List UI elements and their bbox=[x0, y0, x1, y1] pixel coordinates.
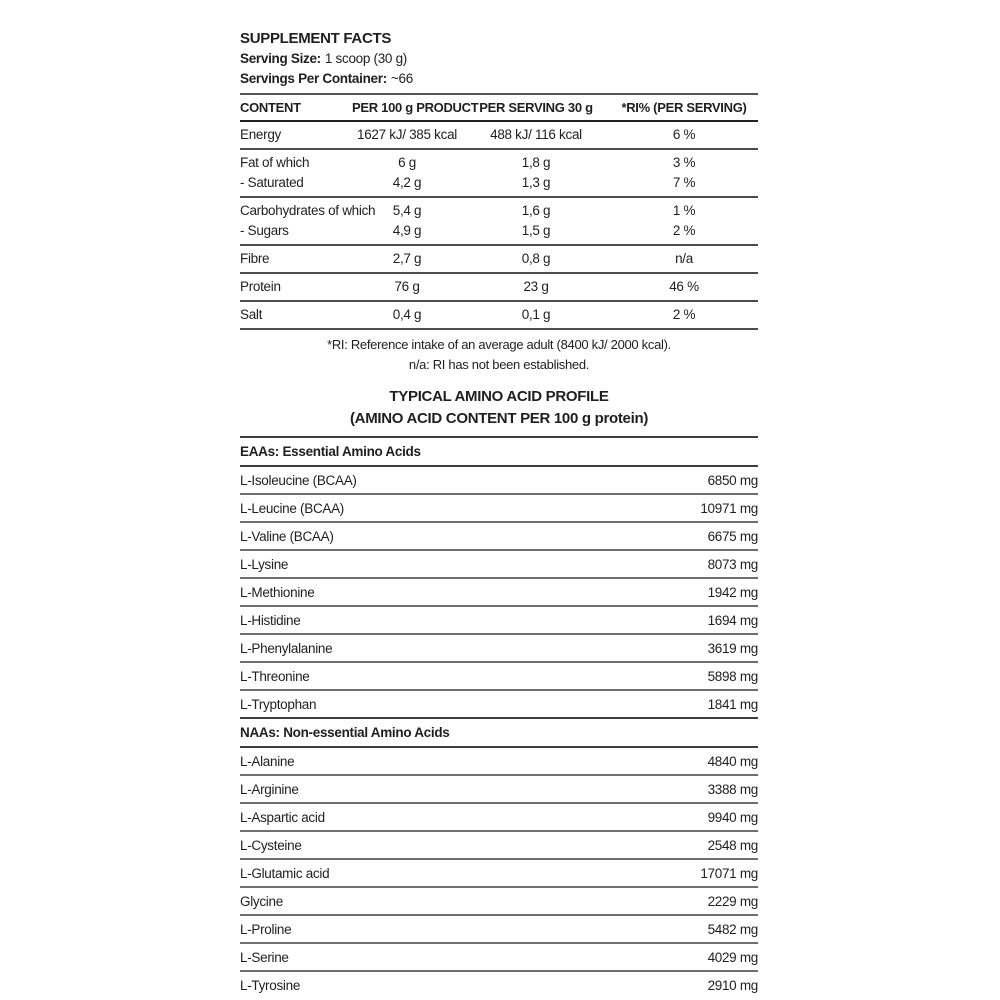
amino-acid-row bbox=[240, 888, 758, 916]
nutrient-name: - Sugars bbox=[240, 223, 289, 238]
nutrition-row bbox=[240, 201, 758, 221]
per-100g-value: 5,4 g bbox=[392, 203, 422, 218]
nutrition-row-group bbox=[240, 122, 758, 150]
amino-acid-amount: 5482 mg bbox=[707, 921, 758, 937]
supplement-facts-title: SUPPLEMENT FACTS bbox=[240, 30, 392, 47]
nutrition-row bbox=[240, 277, 758, 297]
amino-acid-amount: 9940 mg bbox=[707, 809, 758, 825]
per-100g-value: 4,2 g bbox=[392, 175, 422, 190]
per-100g-value: 0,4 g bbox=[392, 307, 422, 322]
nutrition-row bbox=[240, 249, 758, 269]
amino-acid-name: L-Lysine bbox=[240, 556, 289, 572]
amino-acid-row bbox=[240, 467, 758, 495]
ri-percent-value: 1 % bbox=[672, 203, 696, 218]
nutrition-table bbox=[240, 93, 758, 375]
ri-percent-value: 6 % bbox=[672, 127, 696, 142]
amino-acid-row bbox=[240, 607, 758, 635]
amino-acid-row bbox=[240, 691, 758, 717]
amino-section-header: NAAs: Non-essential Amino Acids bbox=[240, 717, 758, 748]
ri-percent-value: 3 % bbox=[672, 155, 696, 170]
nutrient-name: Salt bbox=[240, 307, 263, 322]
amino-acid-amount: 17071 mg bbox=[700, 865, 758, 881]
amino-acid-name: L-Histidine bbox=[240, 612, 301, 628]
amino-acid-amount: 3619 mg bbox=[707, 640, 758, 656]
per-serving-value: 1,8 g bbox=[521, 155, 551, 170]
amino-acid-name: L-Threonine bbox=[240, 668, 310, 684]
per-100g-value: 76 g bbox=[394, 279, 420, 294]
amino-acid-amount: 8073 mg bbox=[707, 556, 758, 572]
amino-acid-row bbox=[240, 944, 758, 972]
per-serving-value: 0,1 g bbox=[521, 307, 551, 322]
amino-acid-name: L-Methionine bbox=[240, 584, 315, 600]
serving-size-label: Serving Size: bbox=[240, 51, 321, 66]
per-serving-value: 1,3 g bbox=[521, 175, 551, 190]
amino-section-rows bbox=[240, 748, 758, 998]
amino-acid-amount: 1942 mg bbox=[707, 584, 758, 600]
amino-section-rows bbox=[240, 467, 758, 717]
amino-acid-row bbox=[240, 860, 758, 888]
amino-acid-row bbox=[240, 523, 758, 551]
footnote-na: n/a: RI has not been established. bbox=[408, 357, 590, 372]
amino-acid-row bbox=[240, 916, 758, 944]
per-100g-value: 2,7 g bbox=[392, 251, 422, 266]
amino-acid-row bbox=[240, 635, 758, 663]
nutrition-row-group bbox=[240, 246, 758, 274]
supplement-label bbox=[240, 28, 758, 998]
amino-acid-name: L-Leucine (BCAA) bbox=[240, 500, 344, 516]
amino-acid-name: Glycine bbox=[240, 893, 283, 909]
nutrient-name: Carbohydrates of which bbox=[240, 203, 376, 218]
ri-percent-value: 7 % bbox=[672, 175, 696, 190]
amino-acid-amount: 1694 mg bbox=[707, 612, 758, 628]
nutrition-row bbox=[240, 125, 758, 145]
amino-acid-amount: 6675 mg bbox=[707, 528, 758, 544]
per-100g-value: 4,9 g bbox=[392, 223, 422, 238]
amino-acid-row bbox=[240, 748, 758, 776]
amino-acid-amount: 1841 mg bbox=[707, 696, 758, 712]
serving-size-line bbox=[240, 49, 758, 69]
nutrition-row bbox=[240, 221, 758, 241]
nutrient-name: - Saturated bbox=[240, 175, 304, 190]
amino-acid-name: L-Serine bbox=[240, 949, 289, 965]
per-serving-value: 488 kJ/ 116 kcal bbox=[490, 127, 582, 142]
amino-profile-title-line2: (AMINO ACID CONTENT PER 100 g protein) bbox=[349, 410, 649, 427]
amino-profile-title-line1: TYPICAL AMINO ACID PROFILE bbox=[389, 388, 609, 405]
ri-percent-value: 46 % bbox=[669, 279, 699, 294]
amino-acid-amount: 4840 mg bbox=[707, 753, 758, 769]
amino-profile-heading bbox=[240, 386, 758, 430]
amino-acid-amount: 6850 mg bbox=[707, 472, 758, 488]
amino-acid-row bbox=[240, 832, 758, 860]
nutrition-table-body bbox=[240, 122, 758, 330]
amino-acid-row bbox=[240, 551, 758, 579]
amino-acid-amount: 2910 mg bbox=[707, 977, 758, 993]
amino-acid-name: L-Tyrosine bbox=[240, 977, 301, 993]
per-serving-value: 1,5 g bbox=[521, 223, 551, 238]
amino-acid-row bbox=[240, 776, 758, 804]
amino-acid-name: L-Cysteine bbox=[240, 837, 302, 853]
per-serving-value: 1,6 g bbox=[521, 203, 551, 218]
serving-size-value: 1 scoop (30 g) bbox=[324, 51, 407, 66]
nutrition-row bbox=[240, 173, 758, 193]
servings-per-container-line bbox=[240, 69, 758, 89]
footnote-ri: *RI: Reference intake of an average adult (8400 kJ/ 2000 kcal). bbox=[327, 337, 671, 352]
amino-profile-table bbox=[240, 436, 758, 998]
amino-acid-amount: 2548 mg bbox=[707, 837, 758, 853]
servings-per-container-label: Servings Per Container: bbox=[240, 71, 387, 86]
amino-acid-amount: 3388 mg bbox=[707, 781, 758, 797]
amino-acid-amount: 2229 mg bbox=[707, 893, 758, 909]
amino-acid-name: L-Proline bbox=[240, 921, 292, 937]
amino-acid-amount: 10971 mg bbox=[700, 500, 758, 516]
ri-percent-value: n/a bbox=[675, 251, 693, 266]
nutrition-row-group bbox=[240, 302, 758, 330]
column-header-per-serving: PER SERVING 30 g bbox=[479, 100, 593, 115]
per-100g-value: 6 g bbox=[398, 155, 416, 170]
amino-acid-name: L-Aspartic acid bbox=[240, 809, 325, 825]
nutrition-row bbox=[240, 153, 758, 173]
amino-acid-amount: 5898 mg bbox=[707, 668, 758, 684]
amino-acid-name: L-Arginine bbox=[240, 781, 299, 797]
column-header-per-100g: PER 100 g PRODUCT bbox=[352, 100, 479, 115]
amino-acid-row bbox=[240, 663, 758, 691]
amino-acid-row bbox=[240, 972, 758, 998]
nutrition-row-group bbox=[240, 274, 758, 302]
nutrient-name: Fibre bbox=[240, 251, 270, 266]
amino-acid-name: L-Valine (BCAA) bbox=[240, 528, 334, 544]
nutrition-row-group bbox=[240, 198, 758, 246]
amino-section-header: EAAs: Essential Amino Acids bbox=[240, 436, 758, 467]
column-header-ri-percent: *RI% (PER SERVING) bbox=[621, 100, 747, 115]
nutrition-row bbox=[240, 305, 758, 325]
amino-acid-amount: 4029 mg bbox=[707, 949, 758, 965]
amino-acid-row bbox=[240, 495, 758, 523]
amino-acid-name: L-Alanine bbox=[240, 753, 295, 769]
ri-percent-value: 2 % bbox=[672, 307, 696, 322]
nutrient-name: Energy bbox=[240, 127, 281, 142]
amino-acid-name: L-Isoleucine (BCAA) bbox=[240, 472, 357, 488]
per-100g-value: 1627 kJ/ 385 kcal bbox=[357, 127, 457, 142]
amino-acid-row bbox=[240, 579, 758, 607]
amino-acid-row bbox=[240, 804, 758, 832]
nutrition-row-group bbox=[240, 150, 758, 198]
nutrition-table-header-row bbox=[240, 93, 758, 122]
nutrient-name: Protein bbox=[240, 279, 281, 294]
column-header-content: CONTENT bbox=[240, 100, 301, 115]
nutrient-name: Fat of which bbox=[240, 155, 310, 170]
amino-acid-name: L-Tryptophan bbox=[240, 696, 317, 712]
per-serving-value: 23 g bbox=[523, 279, 549, 294]
ri-percent-value: 2 % bbox=[672, 223, 696, 238]
amino-acid-name: L-Phenylalanine bbox=[240, 640, 333, 656]
amino-acid-name: L-Glutamic acid bbox=[240, 865, 330, 881]
per-serving-value: 0,8 g bbox=[521, 251, 551, 266]
servings-per-container-value: ~66 bbox=[390, 71, 413, 86]
